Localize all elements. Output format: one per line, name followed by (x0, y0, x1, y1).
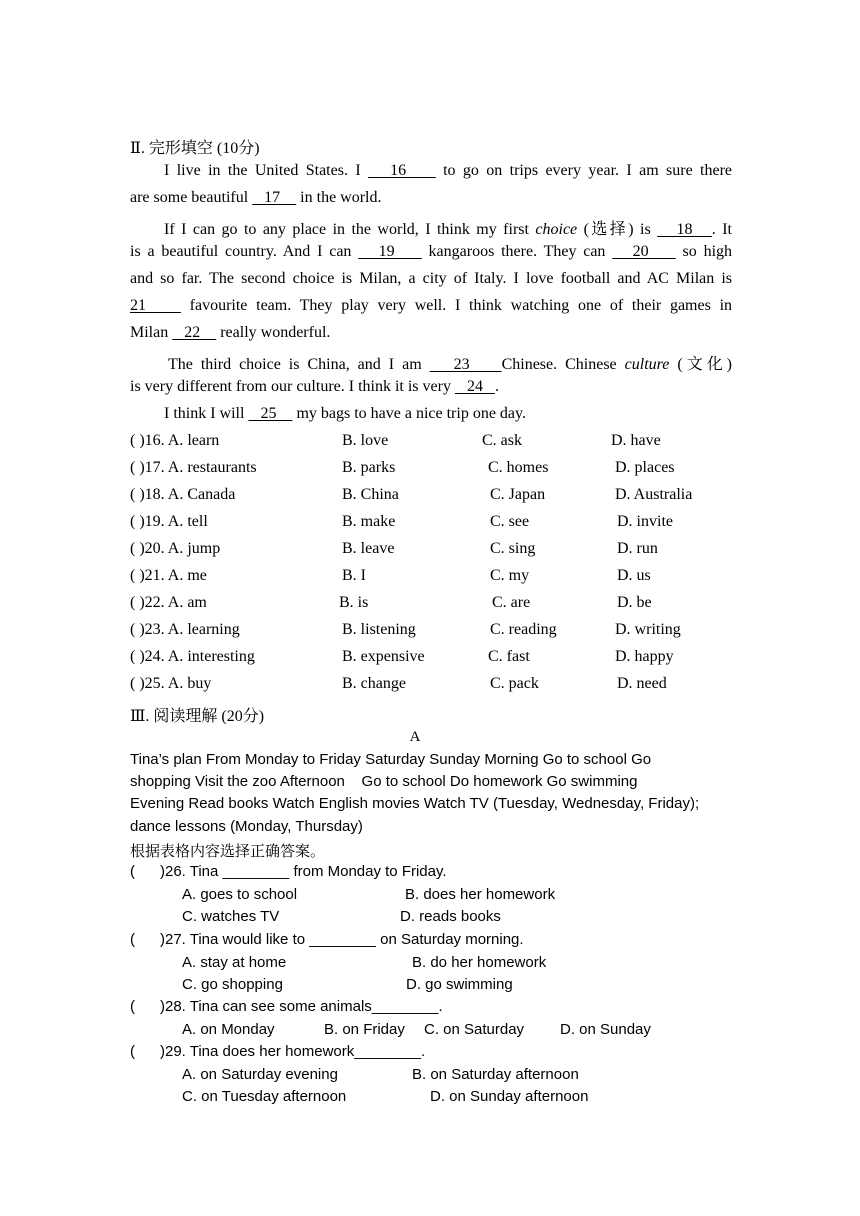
q27-stem: ( )27. Tina would like to ________ on Saturday morning. (130, 931, 524, 948)
para1-line2: are some beautiful 17 in the world. (130, 189, 382, 206)
blank-23: 23 (429, 356, 502, 373)
q23-option-b: B. listening (342, 621, 416, 638)
para2-line2: is a beautiful country. And I can 19 kangaroos there. They can 20 so high (130, 243, 733, 260)
q29-option-c: C. on Tuesday afternoon (182, 1088, 347, 1105)
para1-line1: I live in the United States. I 16 to go on trips every year. I am sure there (164, 162, 733, 179)
q25-stem: ( )25. A. buy (130, 675, 212, 692)
q28-option-a: A. on Monday (182, 1021, 275, 1038)
word-choice: choice (535, 221, 578, 238)
q24-option-d: D. happy (615, 648, 674, 665)
para2-line3: and so far. The second choice is Milan, a city of Italy. I love football and AC Milan is (130, 270, 732, 287)
q29-option-a: A. on Saturday evening (182, 1066, 338, 1083)
q24-stem: ( )24. A. interesting (130, 648, 255, 665)
q21-option-b: B. I (342, 567, 366, 584)
q21-option-d: D. us (617, 567, 651, 584)
passage-label: A (409, 729, 421, 745)
q20-option-c: C. sing (490, 540, 536, 557)
q22-option-b: B. is (339, 594, 369, 611)
q21-stem: ( )21. A. me (130, 567, 207, 584)
table-text-line-3: Evening Read books Watch English movies Watch TV (Tuesday, Wednesday, Friday); (130, 795, 700, 812)
q18-option-d: D. Australia (615, 486, 693, 503)
q24-option-c: C. fast (488, 648, 530, 665)
q26-option-b: B. does her homework (405, 886, 556, 903)
para2-line1: If I can go to any place in the world, I think my first choice (选择) is 18 . It (164, 221, 732, 238)
q23-option-d: D. writing (615, 621, 681, 638)
section-3-title: Ⅲ. 阅读理解 (20分) (130, 708, 265, 725)
q20-stem: ( )20. A. jump (130, 540, 221, 557)
q16-option-d: D. have (611, 432, 661, 449)
q17-option-c: C. homes (488, 459, 549, 476)
q17-option-b: B. parks (342, 459, 396, 476)
q29-option-d: D. on Sunday afternoon (430, 1088, 589, 1105)
q26-option-c: C. watches TV (182, 908, 280, 925)
q27-option-d: D. go swimming (406, 976, 513, 993)
table-text-line-1: Tina’s plan From Monday to Friday Saturday Sunday Morning Go to school Go (130, 751, 652, 768)
section-2-title: Ⅱ. 完形填空 (10分) (130, 140, 260, 157)
word-culture: culture (624, 356, 670, 373)
q27-option-c: C. go shopping (182, 976, 283, 993)
para2-line5: Milan 22 really wonderful. (130, 324, 331, 341)
q23-stem: ( )23. A. learning (130, 621, 240, 638)
q18-stem: ( )18. A. Canada (130, 486, 236, 503)
blank-25: 25 (248, 405, 293, 422)
q18-option-c: C. Japan (490, 486, 546, 503)
q27-option-a: A. stay at home (182, 954, 287, 971)
q25-option-c: C. pack (490, 675, 539, 692)
table-text-line-2: shopping Visit the zoo Afternoon Go to school Do homework Go swimming (130, 773, 638, 790)
blank-17: 17 (252, 189, 297, 206)
q26-option-d: D. reads books (400, 908, 501, 925)
para4-line1: I think I will 25 my bags to have a nice trip one day. (164, 405, 526, 422)
q18-option-b: B. China (342, 486, 399, 503)
para3-line1: The third choice is China, and I am 23 Chinese. Chinese culture (文化) (168, 356, 733, 373)
q28-option-d: D. on Sunday (560, 1021, 651, 1038)
table-text-line-4: dance lessons (Monday, Thursday) (130, 818, 363, 835)
q16-stem: ( )16. A. learn (130, 432, 220, 449)
blank-22: 22 (172, 324, 217, 341)
q26-stem: ( )26. Tina ________ from Monday to Friday. (130, 863, 447, 880)
q22-stem: ( )22. A. am (130, 594, 207, 611)
blank-19: 19 (358, 243, 422, 260)
blank-20: 20 (612, 243, 676, 260)
q17-option-d: D. places (615, 459, 675, 476)
q21-option-c: C. my (490, 567, 530, 584)
q22-option-c: C. are (492, 594, 531, 611)
q27-option-b: B. do her homework (412, 954, 547, 971)
q26-option-a: A. goes to school (182, 886, 298, 903)
reading-instruction: 根据表格内容选择正确答案。 (130, 844, 326, 860)
blank-21: 21 (130, 297, 181, 314)
q19-option-d: D. invite (617, 513, 673, 530)
q29-option-b: B. on Saturday afternoon (412, 1066, 579, 1083)
q17-stem: ( )17. A. restaurants (130, 459, 257, 476)
q16-option-b: B. love (342, 432, 389, 449)
q19-option-c: C. see (490, 513, 530, 530)
q25-option-b: B. change (342, 675, 406, 692)
q28-option-b: B. on Friday (324, 1021, 405, 1038)
q19-option-b: B. make (342, 513, 396, 530)
q28-option-c: C. on Saturday (424, 1021, 525, 1038)
q29-stem: ( )29. Tina does her homework________. (130, 1043, 426, 1060)
para2-line4: 21 favourite team. They play very well. I think watching one of their games in (130, 297, 733, 314)
q22-option-d: D. be (617, 594, 652, 611)
q19-stem: ( )19. A. tell (130, 513, 208, 530)
para3-line2: is very different from our culture. I think it is very 24 . (130, 378, 499, 395)
q20-option-d: D. run (617, 540, 658, 557)
q25-option-d: D. need (617, 675, 667, 692)
blank-24: 24 (454, 378, 495, 395)
blank-16: 16 (368, 162, 436, 179)
q16-option-c: C. ask (482, 432, 522, 449)
q20-option-b: B. leave (342, 540, 395, 557)
q23-option-c: C. reading (490, 621, 557, 638)
q24-option-b: B. expensive (342, 648, 425, 665)
blank-18: 18 (657, 221, 712, 238)
q28-stem: ( )28. Tina can see some animals________. (130, 998, 443, 1015)
